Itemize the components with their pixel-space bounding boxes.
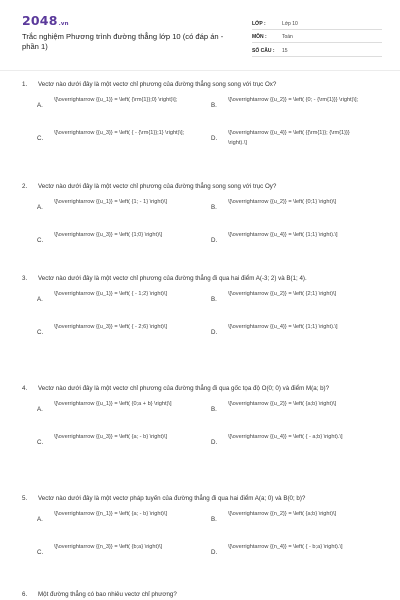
option-text: \[\overrightarrow {{u_2}} = \left( {2;1} \right)\] <box>228 291 337 297</box>
option-text: \[\overrightarrow {{u_1}} = \left( {0;a + b} \right)\] <box>54 401 172 407</box>
option-text: \[\overrightarrow {{u_1}} = \left( {1; - 1} \right)\] <box>54 199 168 205</box>
option-text: \[\overrightarrow {{u_4}} = \left( {{\rm{1}}; {\rm{1}}} \right).\] <box>228 130 350 146</box>
info-row-count <box>252 43 382 57</box>
options <box>0 284 400 352</box>
option-letter: C. <box>37 135 44 142</box>
option-text: \[\overrightarrow {{u_3}} = \left( { - 2;6} \right)\] <box>54 324 168 330</box>
option-d[interactable] <box>211 231 368 244</box>
option-c[interactable] <box>37 543 194 556</box>
info-row-subject <box>252 30 382 44</box>
option-d[interactable] <box>211 543 368 556</box>
option-letter: D. <box>211 329 218 336</box>
option-letter: D. <box>211 237 218 244</box>
option-a[interactable] <box>37 400 194 413</box>
question-text <box>0 80 400 90</box>
question-5 <box>0 494 400 590</box>
question-list <box>0 80 400 600</box>
option-text: \[\overrightarrow {{u_1}} = \left( { - 1;2} \right)\] <box>54 291 168 297</box>
info-label: SỐ CÂU : <box>252 47 275 54</box>
option-b[interactable] <box>211 96 368 109</box>
question-1 <box>0 80 400 182</box>
option-a[interactable] <box>37 510 194 523</box>
question-number: 5. <box>22 495 28 502</box>
option-d[interactable] <box>211 129 368 148</box>
question-text <box>0 384 400 394</box>
info-row-class <box>252 16 382 30</box>
header-divider <box>0 70 400 71</box>
option-letter: B. <box>211 406 217 413</box>
question-stem: Vectơ nào dưới đây là một vectơ chỉ phương của đường thẳng đi qua hai điểm A(-3; 2) và B(1; 4). <box>38 275 307 282</box>
option-b[interactable] <box>211 290 368 303</box>
site-logo[interactable] <box>22 13 69 28</box>
option-c[interactable] <box>37 231 194 244</box>
question-number: 4. <box>22 385 28 392</box>
question-text <box>0 494 400 504</box>
option-letter: B. <box>211 296 217 303</box>
option-text: \[\overrightarrow {{u_3}} = \left( { - {\rm{1}};1} \right)\]; <box>54 130 185 136</box>
option-c[interactable] <box>37 323 194 336</box>
option-text: \[\overrightarrow {{u_2}} = \left( {0; - {\rm{1}}} \right)\]; <box>228 97 359 103</box>
option-text: \[\overrightarrow {{n_4}} = \left( { - b;a} \right).\] <box>228 544 343 550</box>
question-stem: Vectơ nào dưới đây là một vectơ pháp tuyến của đường thẳng đi qua hai điểm A(a; 0) và B(0; b)? <box>38 495 306 502</box>
option-a[interactable] <box>37 198 194 211</box>
option-letter: A. <box>37 102 43 109</box>
options <box>0 504 400 572</box>
option-text: \[\overrightarrow {{u_2}} = \left( {a;b} \right)\] <box>228 401 337 407</box>
option-letter: C. <box>37 549 44 556</box>
option-text: \[\overrightarrow {{u_4}} = \left( {1;1} \right).\] <box>228 232 338 238</box>
question-2 <box>0 182 400 274</box>
option-letter: B. <box>211 102 217 109</box>
document-header <box>0 0 400 62</box>
info-value: Lớp 10 <box>282 20 298 27</box>
option-letter: C. <box>37 439 44 446</box>
option-b[interactable] <box>211 198 368 211</box>
option-text: \[\overrightarrow {{u_3}} = \left( {1;0} \right)\] <box>54 232 163 238</box>
option-letter: B. <box>211 516 217 523</box>
option-c[interactable] <box>37 433 194 446</box>
option-a[interactable] <box>37 290 194 303</box>
option-letter: A. <box>37 406 43 413</box>
option-c[interactable] <box>37 129 194 142</box>
logo-text[interactable]: 2048 <box>22 13 58 28</box>
question-number: 1. <box>22 81 28 88</box>
question-number: 3. <box>22 275 28 282</box>
question-text <box>0 274 400 284</box>
info-label: MÔN : <box>252 34 267 40</box>
question-stem: Vectơ nào dưới đây là một vectơ chỉ phương của đường thẳng song song với trục Oy? <box>38 183 277 190</box>
question-number: 2. <box>22 183 28 190</box>
options <box>0 192 400 260</box>
option-b[interactable] <box>211 400 368 413</box>
option-text: \[\overrightarrow {{n_1}} = \left( {a; - b} \right)\] <box>54 511 168 517</box>
option-letter: D. <box>211 135 218 142</box>
option-letter: D. <box>211 549 218 556</box>
option-text: \[\overrightarrow {{u_1}} = \left( {\rm{1}};0} \right)\]; <box>54 97 178 103</box>
option-text: \[\overrightarrow {{u_3}} = \left( {a; - b} \right)\] <box>54 434 168 440</box>
option-b[interactable] <box>211 510 368 523</box>
question-text <box>0 590 400 600</box>
document-title: Trắc nghiệm Phương trình đường thẳng lớp 10 (có đáp án - phần 1) <box>22 32 224 51</box>
option-d[interactable] <box>211 433 368 446</box>
option-text: \[\overrightarrow {{n_2}} = \left( {a;b} \right)\] <box>228 511 337 517</box>
option-d[interactable] <box>211 323 368 336</box>
question-3 <box>0 274 400 384</box>
option-letter: C. <box>37 237 44 244</box>
info-box <box>252 16 382 57</box>
info-label: LỚP : <box>252 20 266 27</box>
options <box>0 90 400 158</box>
info-value: Toán <box>282 34 293 40</box>
option-text: \[\overrightarrow {{n_3}} = \left( {b;a} \right)\] <box>54 544 163 550</box>
info-value: 15 <box>282 47 288 54</box>
question-6 <box>0 590 400 600</box>
question-4 <box>0 384 400 494</box>
logo-suffix[interactable]: .vn <box>58 21 69 27</box>
option-letter: B. <box>211 204 217 211</box>
option-letter: A. <box>37 204 43 211</box>
question-stem: Vectơ nào dưới đây là một vectơ chỉ phương của đường thẳng song song với trục Ox? <box>38 81 277 88</box>
option-text: \[\overrightarrow {{u_4}} = \left( { - a;b} \right).\] <box>228 434 343 440</box>
option-letter: C. <box>37 329 44 336</box>
option-a[interactable] <box>37 96 194 109</box>
option-letter: D. <box>211 439 218 446</box>
option-text: \[\overrightarrow {{u_4}} = \left( {1;1} \right).\] <box>228 324 338 330</box>
question-stem: Một đường thẳng có bao nhiêu vectơ chỉ phương? <box>38 591 177 598</box>
question-number: 6. <box>22 591 28 598</box>
options <box>0 394 400 462</box>
question-text <box>0 182 400 192</box>
option-text: \[\overrightarrow {{u_2}} = \left( {0;1} \right)\] <box>228 199 337 205</box>
option-letter: A. <box>37 516 43 523</box>
option-letter: A. <box>37 296 43 303</box>
question-stem: Vectơ nào dưới đây là một vectơ chỉ phương của đường thẳng đi qua gốc tọa độ O(0; 0) và điểm M(a; b)? <box>38 385 330 392</box>
